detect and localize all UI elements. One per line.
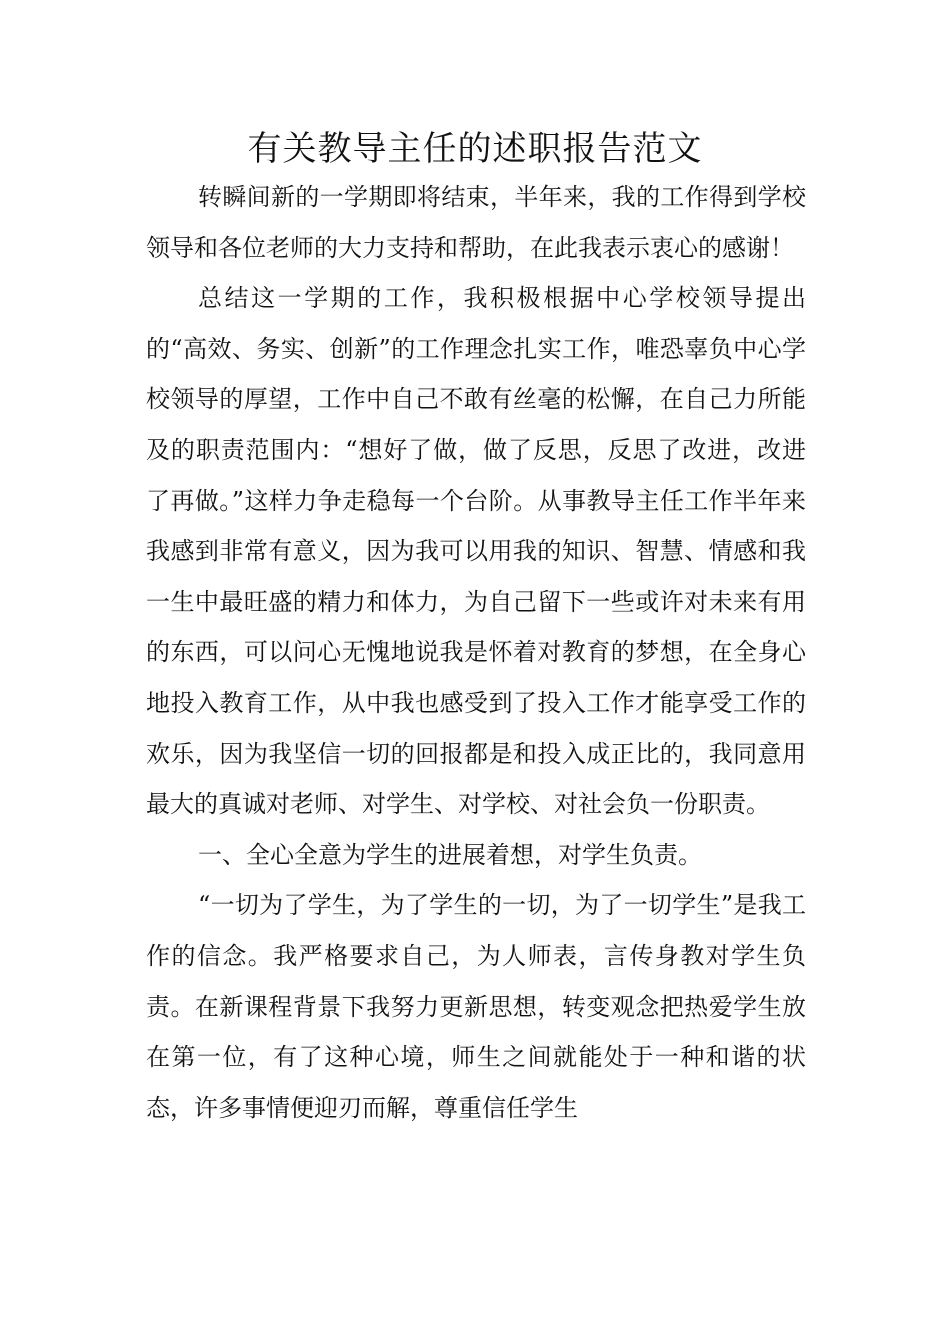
paragraph-students: “一切为了学生，为了学生的一切，为了一切学生”是我工作的信念。我严格要求自己，为人师表，言传身教对学生负责。在新课程背景下我努力更新思想，转变观念把热爱学生放在第一位，有了这种心境，师生之间就能处于一种和谐的状态，许多事情便迎刃而解，尊重信任学生 (146, 891, 806, 1122)
paragraph-summary: 总结这一学期的工作，我积极根据中心学校领导提出的“高效、务实、创新”的工作理念扎实工作，唯恐辜负中心学校领导的厚望，工作中自己不敢有丝毫的松懈，在自己力所能及的职责范围内：“想好了做，做了反思，反思了改进，改进了再做。”这样力争走稳每一个台阶。从事教导主任工作半年来我感到非常有意义，因为我可以用我的知识、智慧、情感和我一生中最旺盛的精力和体力，为自己留下一些或许对未来有用的东西，可以问心无愧地说我是怀着对教育的梦想，在全身心地投入教育工作，从中我也感受到了投入工作才能享受工作的欢乐，因为我坚信一切的回报都是和投入成正比的，我同意用最大的真诚对老师、对学生、对学校、对社会负一份职责。 (146, 284, 806, 819)
paragraph-intro: 转瞬间新的一学期即将结束，半年来，我的工作得到学校领导和各位老师的大力支持和帮助，在此我表示衷心的感谢！ (146, 183, 806, 262)
document-title: 有关教导主任的述职报告范文 (247, 129, 703, 169)
section-heading-1: 一、全心全意为学生的进展着想，对学生负责。 (198, 840, 702, 869)
document-body (146, 172, 806, 1133)
